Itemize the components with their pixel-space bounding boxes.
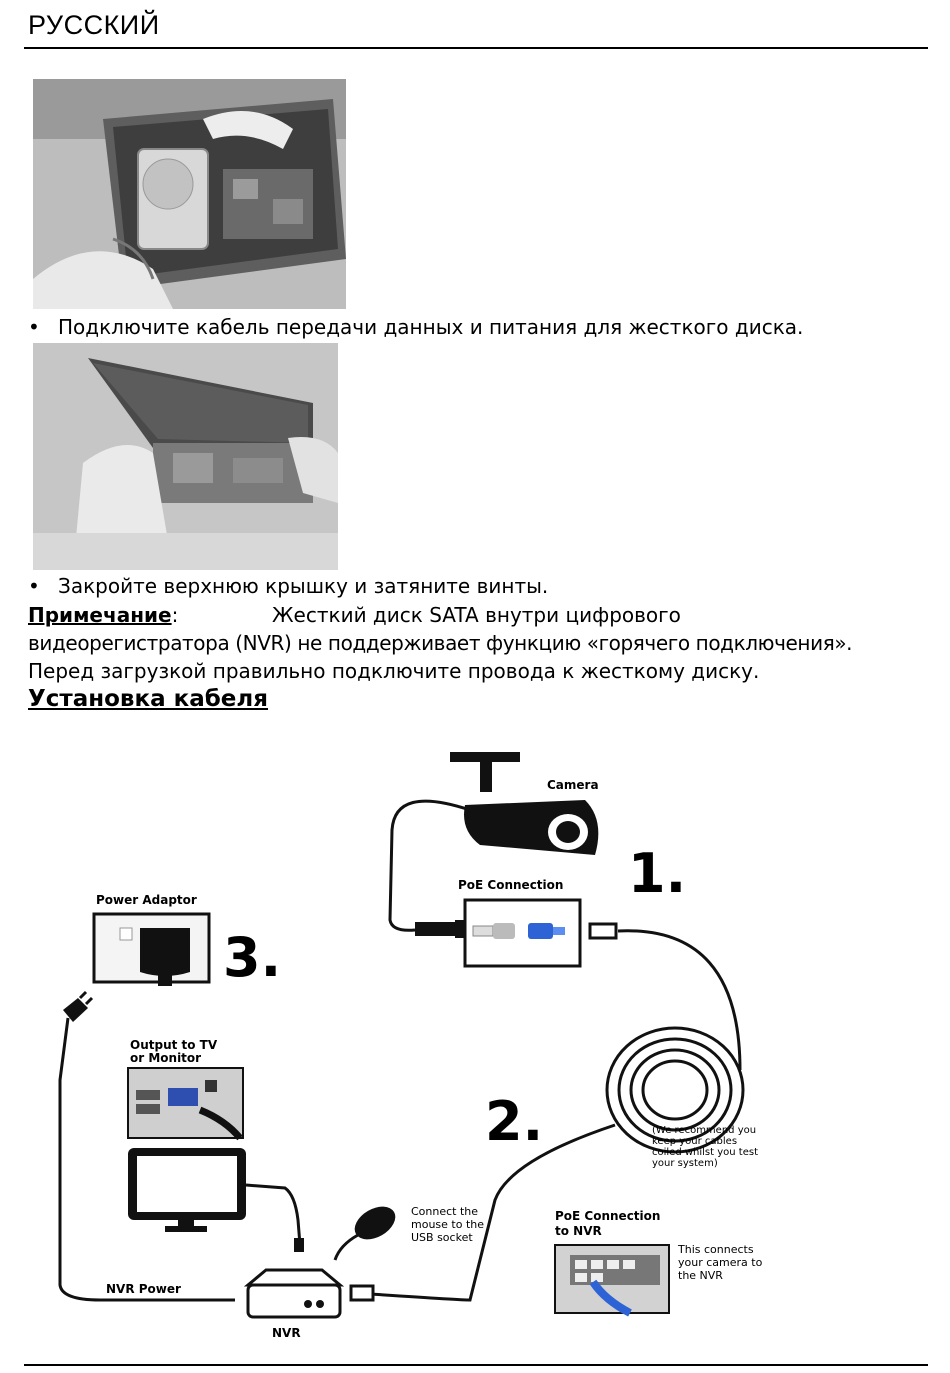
poe-nvr-port-photo <box>555 1245 669 1313</box>
mouse-icon <box>349 1200 401 1246</box>
nvr-back-panel-photo <box>128 1068 243 1138</box>
nvr-power-label: NVR Power <box>106 1282 181 1296</box>
section-title: Установка кабеля <box>28 686 269 712</box>
nvr-connect-note: This connects your camera to the NVR <box>678 1243 763 1282</box>
coil-note: (We recommend you keep your cables coiled whilst you test your system) <box>652 1125 758 1169</box>
footer-rule <box>24 1364 928 1366</box>
step-1-number: 1. <box>628 842 687 905</box>
step-2-number: 2. <box>485 1090 544 1153</box>
note-line-1 <box>28 601 178 629</box>
note-text-2: видеорегистратора (NVR) не поддерживает функцию «горячего подключения». <box>28 631 853 655</box>
step-3-number: 3. <box>223 926 282 989</box>
note-text-1: Жесткий диск SATA внутри цифрового <box>272 603 681 627</box>
step-close-cover-text: Закройте верхнюю крышку и затяните винты. <box>58 574 549 598</box>
output-tv-label: Output to TV or Monitor <box>130 1038 218 1065</box>
note-label: Примечание <box>28 603 172 627</box>
poe-connection-box <box>415 900 616 966</box>
camera-label: Camera <box>547 778 599 792</box>
mouse-note: Connect the mouse to the USB socket <box>411 1205 485 1244</box>
monitor-icon <box>128 1148 246 1232</box>
plug-icon <box>63 992 92 1022</box>
step-close-cover <box>28 572 548 600</box>
power-adaptor-label: Power Adaptor <box>96 893 197 907</box>
bullet-icon: • <box>28 315 40 339</box>
nvr-icon <box>248 1270 340 1317</box>
power-adaptor-icon <box>94 914 209 986</box>
step-connect-cable-text: Подключите кабель передачи данных и питания для жесткого диска. <box>58 315 804 339</box>
note-colon: : <box>171 603 179 627</box>
hdd-install-photo <box>33 79 346 309</box>
camera-icon <box>450 752 598 855</box>
bullet-icon: • <box>28 574 40 598</box>
step-connect-cable <box>28 313 803 341</box>
nvr-label: NVR <box>272 1326 301 1340</box>
poe-connection-label: PoE Connection <box>458 878 564 892</box>
cable-diagram <box>40 740 840 1350</box>
header-rule <box>24 47 928 49</box>
note-text-3: Перед загрузкой правильно подключите провода к жесткому диску. <box>28 659 760 683</box>
poe-nvr-label: PoE Connection to NVR <box>555 1209 661 1238</box>
language-header: РУССКИЙ <box>28 10 160 40</box>
close-cover-photo <box>33 343 338 570</box>
